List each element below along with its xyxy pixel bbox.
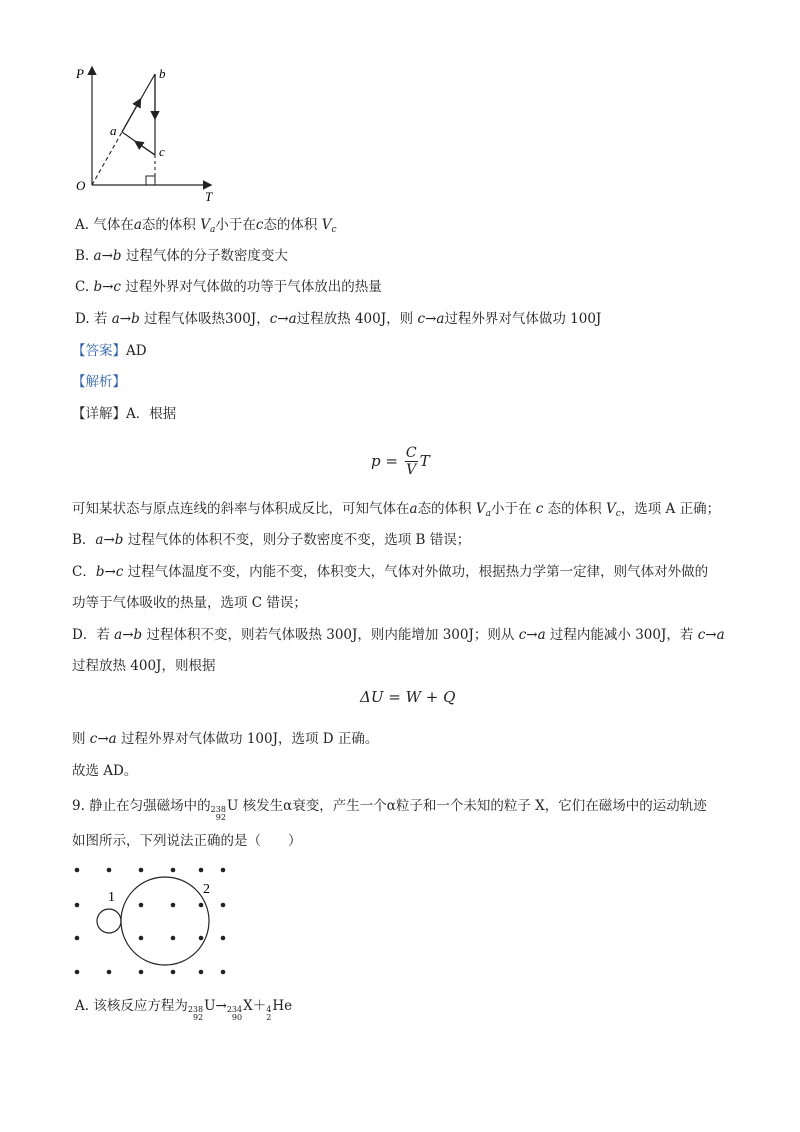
var: c <box>518 627 527 643</box>
field-dot <box>171 903 176 908</box>
explanation-b <box>72 531 470 549</box>
track-label-1: 1 <box>108 890 115 905</box>
arrow: → <box>102 279 114 295</box>
var: c <box>89 731 98 747</box>
var: a <box>537 627 546 643</box>
atomic-number: 2 <box>266 1013 272 1022</box>
explanation-c-line1 <box>72 563 708 581</box>
plus: + <box>421 688 444 706</box>
text: A. 气体在 <box>75 217 134 233</box>
formula-pressure <box>371 442 430 480</box>
var: a <box>409 501 418 517</box>
text: 态的体积 <box>543 501 606 517</box>
atomic-number: 90 <box>231 1013 243 1022</box>
nuclide-indices <box>266 1006 271 1022</box>
atomic-number: 92 <box>192 1013 204 1022</box>
text: 过程外界对气体做功 100J，选项 D 正确。 <box>116 731 379 747</box>
large-track-circle <box>121 877 209 965</box>
text: 态的体积 <box>141 217 201 233</box>
arrow: → <box>101 248 113 264</box>
var: a <box>436 311 445 327</box>
element-symbol: He <box>272 998 293 1014</box>
arrow: → <box>705 627 717 643</box>
q9-option-a <box>75 997 292 1022</box>
answer-line <box>72 342 147 360</box>
var: a <box>93 248 102 264</box>
formula-first-law <box>360 688 455 706</box>
fraction <box>405 445 418 478</box>
var: b <box>114 532 124 548</box>
numerator: C <box>405 444 417 461</box>
element-symbol: X <box>243 998 253 1014</box>
atomic-number: 92 <box>215 813 226 822</box>
field-dot <box>199 868 204 873</box>
mass-number: 238 <box>210 805 226 814</box>
point-label-a: a <box>110 123 117 138</box>
explanation-d-line2 <box>72 657 215 675</box>
explanation-c-line2 <box>72 594 307 612</box>
field-dot <box>75 868 80 873</box>
var: c <box>115 564 124 580</box>
text: 过程放热 400J，则 <box>296 311 418 327</box>
arrow: → <box>97 731 109 747</box>
q9-stem-line1 <box>72 797 707 822</box>
text: 小于在 <box>215 217 256 233</box>
text: D. 若 <box>75 311 112 327</box>
element-symbol: U <box>204 998 216 1014</box>
var: b <box>131 311 140 327</box>
detail-line <box>72 405 176 423</box>
var: V <box>475 501 486 517</box>
arrow: → <box>122 627 134 643</box>
text: 过程外界对气体做功 100J <box>444 311 602 327</box>
mass-number: 238 <box>187 1005 204 1014</box>
arrow: → <box>277 311 289 327</box>
dashed-line-origin-a <box>92 132 122 185</box>
text: A. 该核反应方程为 <box>75 998 188 1014</box>
arrow: → <box>119 311 132 327</box>
arrow: → <box>104 564 116 580</box>
var: a <box>108 731 117 747</box>
point-label-c: c <box>159 144 165 159</box>
q8-option-c <box>75 278 382 296</box>
plus: ＋ <box>252 998 267 1014</box>
arrow: → <box>215 998 227 1014</box>
var: a <box>133 217 142 233</box>
text: 故选 AD。 <box>72 763 138 779</box>
arrow: → <box>103 532 115 548</box>
subscript: a <box>485 509 491 519</box>
field-dot <box>139 936 144 941</box>
text: 态的体积 <box>417 501 476 517</box>
field-dot <box>221 903 226 908</box>
mass-number: 4 <box>266 1005 272 1014</box>
field-dot <box>139 903 144 908</box>
detail-label: 【详解】 <box>72 406 126 422</box>
answer-label: 【答案】 <box>72 343 126 359</box>
var: Q <box>443 688 456 706</box>
text: 过程气体的体积不变，则分子数密度不变，选项 B 错误； <box>123 532 471 548</box>
field-dot <box>107 868 112 873</box>
var: c <box>269 311 278 327</box>
denominator: V <box>406 461 417 478</box>
track-label-2: 2 <box>203 882 210 897</box>
conclusion <box>72 762 137 780</box>
field-dot <box>171 936 176 941</box>
field-dot <box>221 868 226 873</box>
var: a <box>114 627 123 643</box>
text: C. <box>75 279 94 295</box>
text: 过程放热 400J，则根据 <box>72 658 216 674</box>
var: V <box>321 217 332 233</box>
small-track-circle <box>97 909 121 933</box>
text: 功等于气体吸收的热量，选项 C 错误； <box>72 595 307 611</box>
text: 过程外界对气体做的功等于气体放出的热量 <box>120 279 382 295</box>
var: b <box>133 627 143 643</box>
explanation-d-line1 <box>72 626 725 644</box>
text: B． <box>72 532 96 548</box>
arrow: → <box>526 627 538 643</box>
var: c <box>113 279 121 295</box>
var: c <box>417 311 425 327</box>
answer-value: AD <box>126 343 147 359</box>
right-angle-mark <box>146 176 155 185</box>
explanation-a <box>72 500 720 523</box>
text: 过程内能减小 300J，若 <box>545 627 698 643</box>
pt-graph <box>60 60 230 205</box>
q9-stem-line2 <box>72 832 302 850</box>
text: 过程气体吸热300J， <box>139 311 270 327</box>
nuclide-indices <box>188 1006 203 1022</box>
var: T <box>419 452 430 470</box>
analysis-line <box>72 373 126 391</box>
q8-option-d <box>75 310 601 328</box>
arrow: → <box>425 311 437 327</box>
field-dot <box>75 936 80 941</box>
field-dot <box>75 903 80 908</box>
field-dot <box>199 903 204 908</box>
subscript: a <box>209 225 216 235</box>
field-dot <box>221 936 226 941</box>
text: 9. 静止在匀强磁场中的 <box>72 798 211 814</box>
text: ，选项 A 正确； <box>620 501 721 517</box>
axis-label-p: P <box>76 66 84 81</box>
text: D．若 <box>72 627 115 643</box>
field-dot <box>221 970 226 975</box>
field-dot <box>75 970 80 975</box>
explanation-d-line3 <box>72 730 378 748</box>
text: 如图所示，下列说法正确的是（ ） <box>72 833 302 849</box>
text: C． <box>72 564 96 580</box>
mass-number: 234 <box>226 1005 243 1014</box>
equals: = <box>383 688 406 706</box>
q8-option-a <box>75 216 336 239</box>
var: p <box>371 452 381 470</box>
delta-u: ΔU <box>360 688 384 706</box>
var: b <box>93 279 103 295</box>
field-dot <box>171 868 176 873</box>
subscript: c <box>331 225 337 235</box>
text: 小于在 <box>490 501 536 517</box>
var: a <box>95 532 104 548</box>
field-dot <box>199 936 204 941</box>
text: 态的体积 <box>263 217 322 233</box>
var: c <box>697 627 706 643</box>
q8-option-b <box>75 247 288 265</box>
field-dot <box>139 970 144 975</box>
field-dot <box>107 970 112 975</box>
subscript: c <box>615 509 621 519</box>
var: b <box>95 564 105 580</box>
origin-label: O <box>76 178 86 193</box>
text: 过程气体的分子数密度变大 <box>121 248 288 264</box>
field-dot <box>171 970 176 975</box>
var: b <box>112 248 122 264</box>
equals: = <box>380 452 403 470</box>
text: 则 <box>72 731 90 747</box>
point-label-b: b <box>159 66 166 81</box>
nuclide-indices <box>211 806 226 822</box>
text: 可知某状态与原点连线的斜率与体积成反比，可知气体在 <box>72 501 410 517</box>
var: V <box>605 501 616 517</box>
arrow-c-a <box>136 142 155 155</box>
var: a <box>716 627 725 643</box>
field-dot <box>139 868 144 873</box>
analysis-label: 【解析】 <box>72 374 126 390</box>
var: c <box>535 501 544 517</box>
magnetic-field-diagram <box>65 860 240 985</box>
text: 过程体积不变，则若气体吸热 300J，则内能增加 300J；则从 <box>142 627 519 643</box>
text: A．根据 <box>126 406 177 422</box>
nuclide-indices <box>227 1006 242 1022</box>
text: 核发生α衰变，产生一个α粒子和一个未知的粒子 X，它们在磁场中的运动轨迹 <box>238 798 707 814</box>
text: B. <box>75 248 94 264</box>
field-dot <box>199 970 204 975</box>
text: 过程气体温度不变，内能不变，体积变大，气体对外做功，根据热力学第一定律，则气体对外做的 <box>123 564 709 580</box>
var: a <box>288 311 297 327</box>
var: c <box>255 217 264 233</box>
axis-label-t: T <box>205 189 213 204</box>
var: W <box>405 688 422 706</box>
element-symbol: U <box>226 798 239 814</box>
var: V <box>200 217 210 233</box>
arrow-a-b <box>122 100 140 132</box>
var: a <box>111 311 120 327</box>
